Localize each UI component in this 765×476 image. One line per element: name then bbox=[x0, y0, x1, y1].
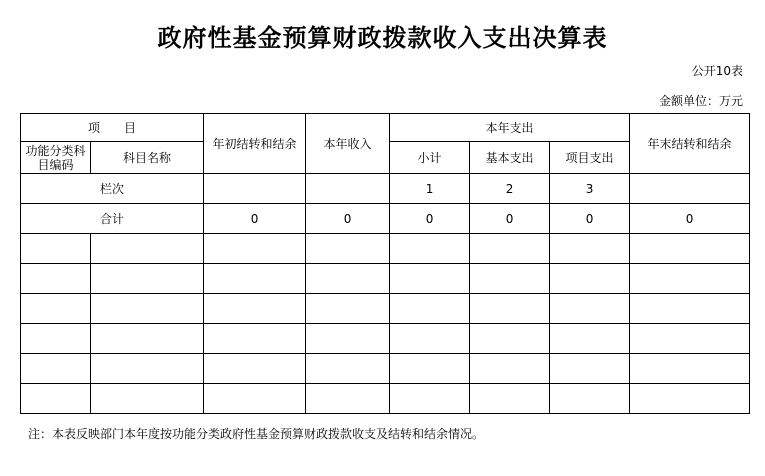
table-cell bbox=[390, 294, 470, 324]
header-item: 项 目 bbox=[21, 114, 204, 142]
table-cell bbox=[21, 324, 91, 354]
table-cell bbox=[21, 234, 91, 264]
table-cell bbox=[21, 354, 91, 384]
table-cell bbox=[390, 264, 470, 294]
table-row bbox=[21, 324, 750, 354]
column-number-cell: 2 bbox=[470, 174, 550, 204]
header-subtotal: 小计 bbox=[390, 142, 470, 174]
column-number-row bbox=[21, 174, 750, 204]
table-cell bbox=[470, 234, 550, 264]
table-cell bbox=[21, 384, 91, 414]
table-cell bbox=[91, 294, 204, 324]
table-cell bbox=[91, 234, 204, 264]
amount-unit: 金额单位：万元 bbox=[658, 94, 743, 108]
table-cell bbox=[550, 264, 630, 294]
table-cell bbox=[470, 354, 550, 384]
header-income: 本年收入 bbox=[306, 114, 390, 174]
table-cell bbox=[204, 354, 306, 384]
table-cell bbox=[204, 294, 306, 324]
table-cell bbox=[306, 324, 390, 354]
table-cell bbox=[21, 294, 91, 324]
table-cell bbox=[470, 384, 550, 414]
total-label: 合计 bbox=[21, 204, 204, 234]
table-cell bbox=[91, 384, 204, 414]
table-cell bbox=[204, 384, 306, 414]
table-cell bbox=[306, 294, 390, 324]
table-cell bbox=[550, 234, 630, 264]
column-number-cell: 1 bbox=[390, 174, 470, 204]
total-cell: 0 bbox=[470, 204, 550, 234]
footnote: 注：本表反映部门本年度按功能分类政府性基金预算财政拨款收支及结转和结余情况。 bbox=[28, 427, 485, 441]
header-begin-balance: 年初结转和结余 bbox=[204, 114, 306, 174]
table-cell bbox=[306, 264, 390, 294]
column-number-cell: 3 bbox=[550, 174, 630, 204]
total-cell: 0 bbox=[204, 204, 306, 234]
header-basic: 基本支出 bbox=[470, 142, 550, 174]
total-row bbox=[21, 204, 750, 234]
column-number-label: 栏次 bbox=[21, 174, 204, 204]
table-cell bbox=[390, 324, 470, 354]
table-cell bbox=[91, 264, 204, 294]
table-code: 公开10表 bbox=[691, 64, 743, 78]
table-cell bbox=[91, 354, 204, 384]
table-cell bbox=[390, 384, 470, 414]
table-cell bbox=[306, 384, 390, 414]
table-cell bbox=[306, 234, 390, 264]
table-cell bbox=[550, 294, 630, 324]
budget-table bbox=[20, 113, 750, 414]
table-cell bbox=[390, 234, 470, 264]
table-cell bbox=[630, 234, 750, 264]
column-number-cell bbox=[630, 174, 750, 204]
table-cell bbox=[630, 324, 750, 354]
table-cell bbox=[630, 264, 750, 294]
table-cell bbox=[306, 354, 390, 384]
header-subject-name: 科目名称 bbox=[91, 142, 204, 174]
table-row bbox=[21, 294, 750, 324]
table-cell bbox=[204, 234, 306, 264]
table-cell bbox=[550, 324, 630, 354]
total-cell: 0 bbox=[306, 204, 390, 234]
table-cell bbox=[630, 294, 750, 324]
table-cell bbox=[470, 324, 550, 354]
column-number-cell bbox=[306, 174, 390, 204]
table-row bbox=[21, 384, 750, 414]
table-cell bbox=[390, 354, 470, 384]
table-cell bbox=[630, 354, 750, 384]
table-cell bbox=[204, 324, 306, 354]
table-cell bbox=[91, 324, 204, 354]
table-cell bbox=[550, 384, 630, 414]
table-cell bbox=[630, 384, 750, 414]
header-project: 项目支出 bbox=[550, 142, 630, 174]
header-func-code: 功能分类科目编码 bbox=[21, 142, 91, 174]
table-cell bbox=[21, 264, 91, 294]
page-title: 政府性基金预算财政拨款收入支出决算表 bbox=[157, 23, 608, 52]
total-cell: 0 bbox=[550, 204, 630, 234]
table-cell bbox=[470, 294, 550, 324]
header-end-balance: 年末结转和结余 bbox=[630, 114, 750, 174]
total-cell: 0 bbox=[390, 204, 470, 234]
table-cell bbox=[204, 264, 306, 294]
table-row bbox=[21, 234, 750, 264]
table-row bbox=[21, 264, 750, 294]
column-number-cell bbox=[204, 174, 306, 204]
total-cell: 0 bbox=[630, 204, 750, 234]
table-row bbox=[21, 354, 750, 384]
table-cell bbox=[550, 354, 630, 384]
header-expenditure: 本年支出 bbox=[390, 114, 630, 142]
header-row-1 bbox=[21, 114, 750, 142]
table-cell bbox=[470, 264, 550, 294]
